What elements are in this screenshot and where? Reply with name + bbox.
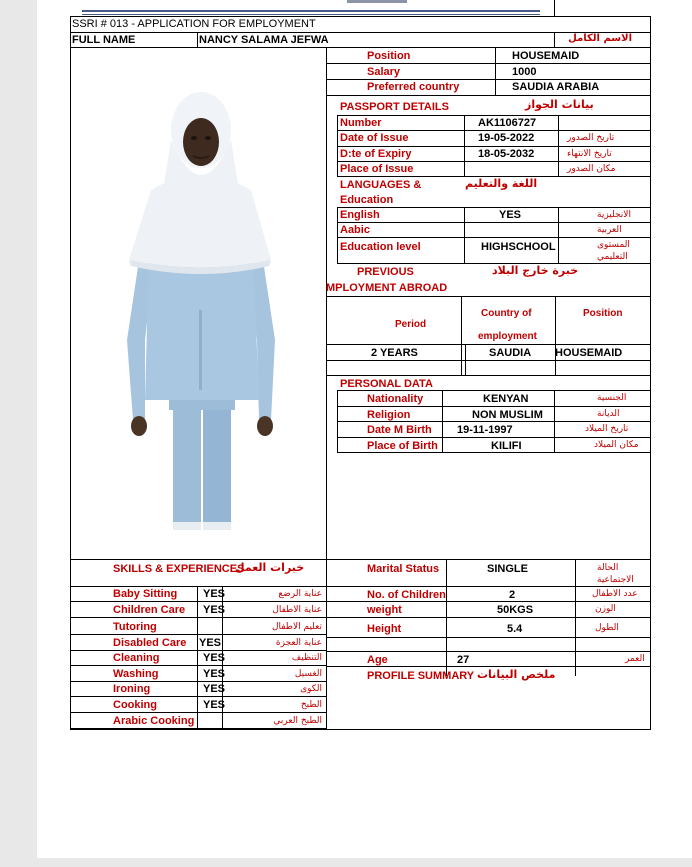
children-value: 2 <box>509 589 516 601</box>
weight-label: weight <box>367 604 402 616</box>
english-ar: الانجليزية <box>597 210 631 220</box>
expiry-date: 18-05-2032 <box>478 148 535 160</box>
pob-value: KILIFI <box>491 440 522 452</box>
skill-value: YES <box>203 652 226 664</box>
age-label: Age <box>367 654 388 666</box>
applicant-photo <box>121 90 281 530</box>
skill-label: Ironing <box>113 683 151 695</box>
skill-ar: عناية العجزة <box>275 638 322 648</box>
skill-label: Disabled Care <box>113 637 187 649</box>
religion-label: Religion <box>367 409 411 421</box>
top-accent-bar <box>347 0 407 3</box>
languages-heading: LANGUAGES & <box>340 179 422 191</box>
personal-heading: PERSONAL DATA <box>340 378 433 390</box>
languages-heading-ar: اللغة والتعليم <box>465 177 538 190</box>
languages-heading-2: Education <box>340 194 394 206</box>
employment-heading-2: MPLOYMENT ABROAD <box>326 282 448 294</box>
application-page <box>37 0 692 858</box>
header-rule-2 <box>82 14 540 15</box>
employment-heading-1: PREVIOUS <box>357 266 414 278</box>
skill-label: Arabic Cooking <box>113 715 195 727</box>
children-ar: عدد الاطفال <box>592 589 638 599</box>
skill-value: YES <box>203 604 226 616</box>
skill-ar: الغسيل <box>294 669 322 679</box>
skill-ar: عناية الرضع <box>278 589 322 599</box>
employment-heading-ar: خبرة خارج البلاد <box>492 264 579 277</box>
nationality-ar: الجنسية <box>597 393 627 403</box>
employment-period: 2 YEARS <box>371 347 418 359</box>
passport-heading: PASSPORT DETAILS <box>340 101 449 113</box>
religion-ar: الديانة <box>597 409 620 419</box>
pob-ar: مكان الميلاد <box>594 440 639 450</box>
employment-position: HOUSEMAID <box>555 347 623 359</box>
skill-label: Cooking <box>113 699 157 711</box>
passport-number: AK1106727 <box>478 117 537 129</box>
skills-heading-ar: خبرات العمل <box>235 561 305 574</box>
period-header: Period <box>395 319 427 330</box>
marital-ar-1: الحالة <box>597 563 619 573</box>
issue-ar: تاريخ الصدور <box>567 133 615 143</box>
place-of-issue-label: Place of Issue <box>340 163 414 175</box>
education-value: HIGHSCHOOL <box>481 241 556 253</box>
employment-country: SAUDIA <box>489 347 532 359</box>
dob-value: 19-11-1997 <box>457 424 513 436</box>
position-value: HOUSEMAID <box>512 50 580 62</box>
education-ar-1: المستوى <box>597 240 630 250</box>
age-ar: العمر <box>625 654 645 664</box>
weight-ar: الوزن <box>595 604 616 614</box>
form-title: SSRI # 013 - APPLICATION FOR EMPLOYMENT <box>72 18 316 30</box>
expiry-label: D:te of Expiry <box>340 148 412 160</box>
arabic-ar: العربية <box>597 225 622 235</box>
pob-label: Place of Birth <box>367 440 438 452</box>
skill-value: YES <box>203 683 226 695</box>
country-header-2: employment <box>478 331 537 342</box>
passport-number-label: Number <box>340 117 382 129</box>
marital-value: SINGLE <box>487 563 528 575</box>
skills-heading: SKILLS & EXPERIENCES <box>113 563 245 575</box>
weight-value: 50KGS <box>497 604 534 616</box>
country-label: Preferred country <box>367 81 460 93</box>
place-of-issue-ar: مكان الصدور <box>567 164 616 174</box>
dob-ar: تاريخ الميلاد <box>585 424 629 434</box>
position-header: Position <box>583 308 623 319</box>
dob-label: Date M Birth <box>367 424 432 436</box>
english-value: YES <box>499 209 522 221</box>
position-label: Position <box>367 50 411 62</box>
marital-label: Marital Status <box>367 563 440 575</box>
nationality-value: KENYAN <box>483 393 529 405</box>
height-ar: الطول <box>595 623 619 633</box>
skill-value: YES <box>203 699 226 711</box>
full-name-value: NANCY SALAMA JEFWA <box>199 34 329 46</box>
passport-heading-ar: بيانات الجواز <box>525 98 594 111</box>
age-value: 27 <box>457 654 470 666</box>
skill-ar: الطبخ <box>300 700 322 710</box>
salary-value: 1000 <box>512 66 537 78</box>
skill-ar: الطبخ العربي <box>273 716 322 726</box>
children-label: No. of Children <box>367 589 446 601</box>
marital-ar-2: الاجتماعية <box>597 575 634 585</box>
skill-value: YES <box>203 668 226 680</box>
education-label: Education level <box>340 241 421 253</box>
skill-ar: الكوى <box>300 684 322 694</box>
arabic-label: Aabic <box>340 224 370 236</box>
profile-summary-label: PROFILE SUMMARY <box>367 670 475 682</box>
skill-ar: التنظيف <box>291 653 322 663</box>
expiry-ar: تاريخ الانتهاء <box>567 149 612 159</box>
full-name-ar: الاسم الكامل <box>568 33 632 44</box>
skill-label: Cleaning <box>113 652 160 664</box>
skill-value: YES <box>199 637 222 649</box>
height-value: 5.4 <box>507 623 523 635</box>
skill-label: Children Care <box>113 604 186 616</box>
issue-date: 19-05-2022 <box>478 132 535 144</box>
skill-label: Baby Sitting <box>113 588 178 600</box>
education-ar-2: التعليمي <box>597 252 628 262</box>
skill-value: YES <box>203 588 226 600</box>
country-header-1: Country of <box>481 308 532 319</box>
height-label: Height <box>367 623 402 635</box>
issue-label: Date of Issue <box>340 132 409 144</box>
skill-label: Tutoring <box>113 621 157 633</box>
full-name-label: FULL NAME <box>72 34 136 46</box>
skill-ar: تعليم الاطفال <box>271 622 322 632</box>
country-value: SAUDIA ARABIA <box>512 81 600 93</box>
skill-ar: عناية الاطفال <box>272 605 322 615</box>
salary-label: Salary <box>367 66 401 78</box>
skill-label: Washing <box>113 668 159 680</box>
header-rule <box>82 10 540 12</box>
religion-value: NON MUSLIM <box>472 409 543 421</box>
english-label: English <box>340 209 380 221</box>
nationality-label: Nationality <box>367 393 424 405</box>
profile-summary-ar: ملخص البيانات <box>477 668 556 681</box>
